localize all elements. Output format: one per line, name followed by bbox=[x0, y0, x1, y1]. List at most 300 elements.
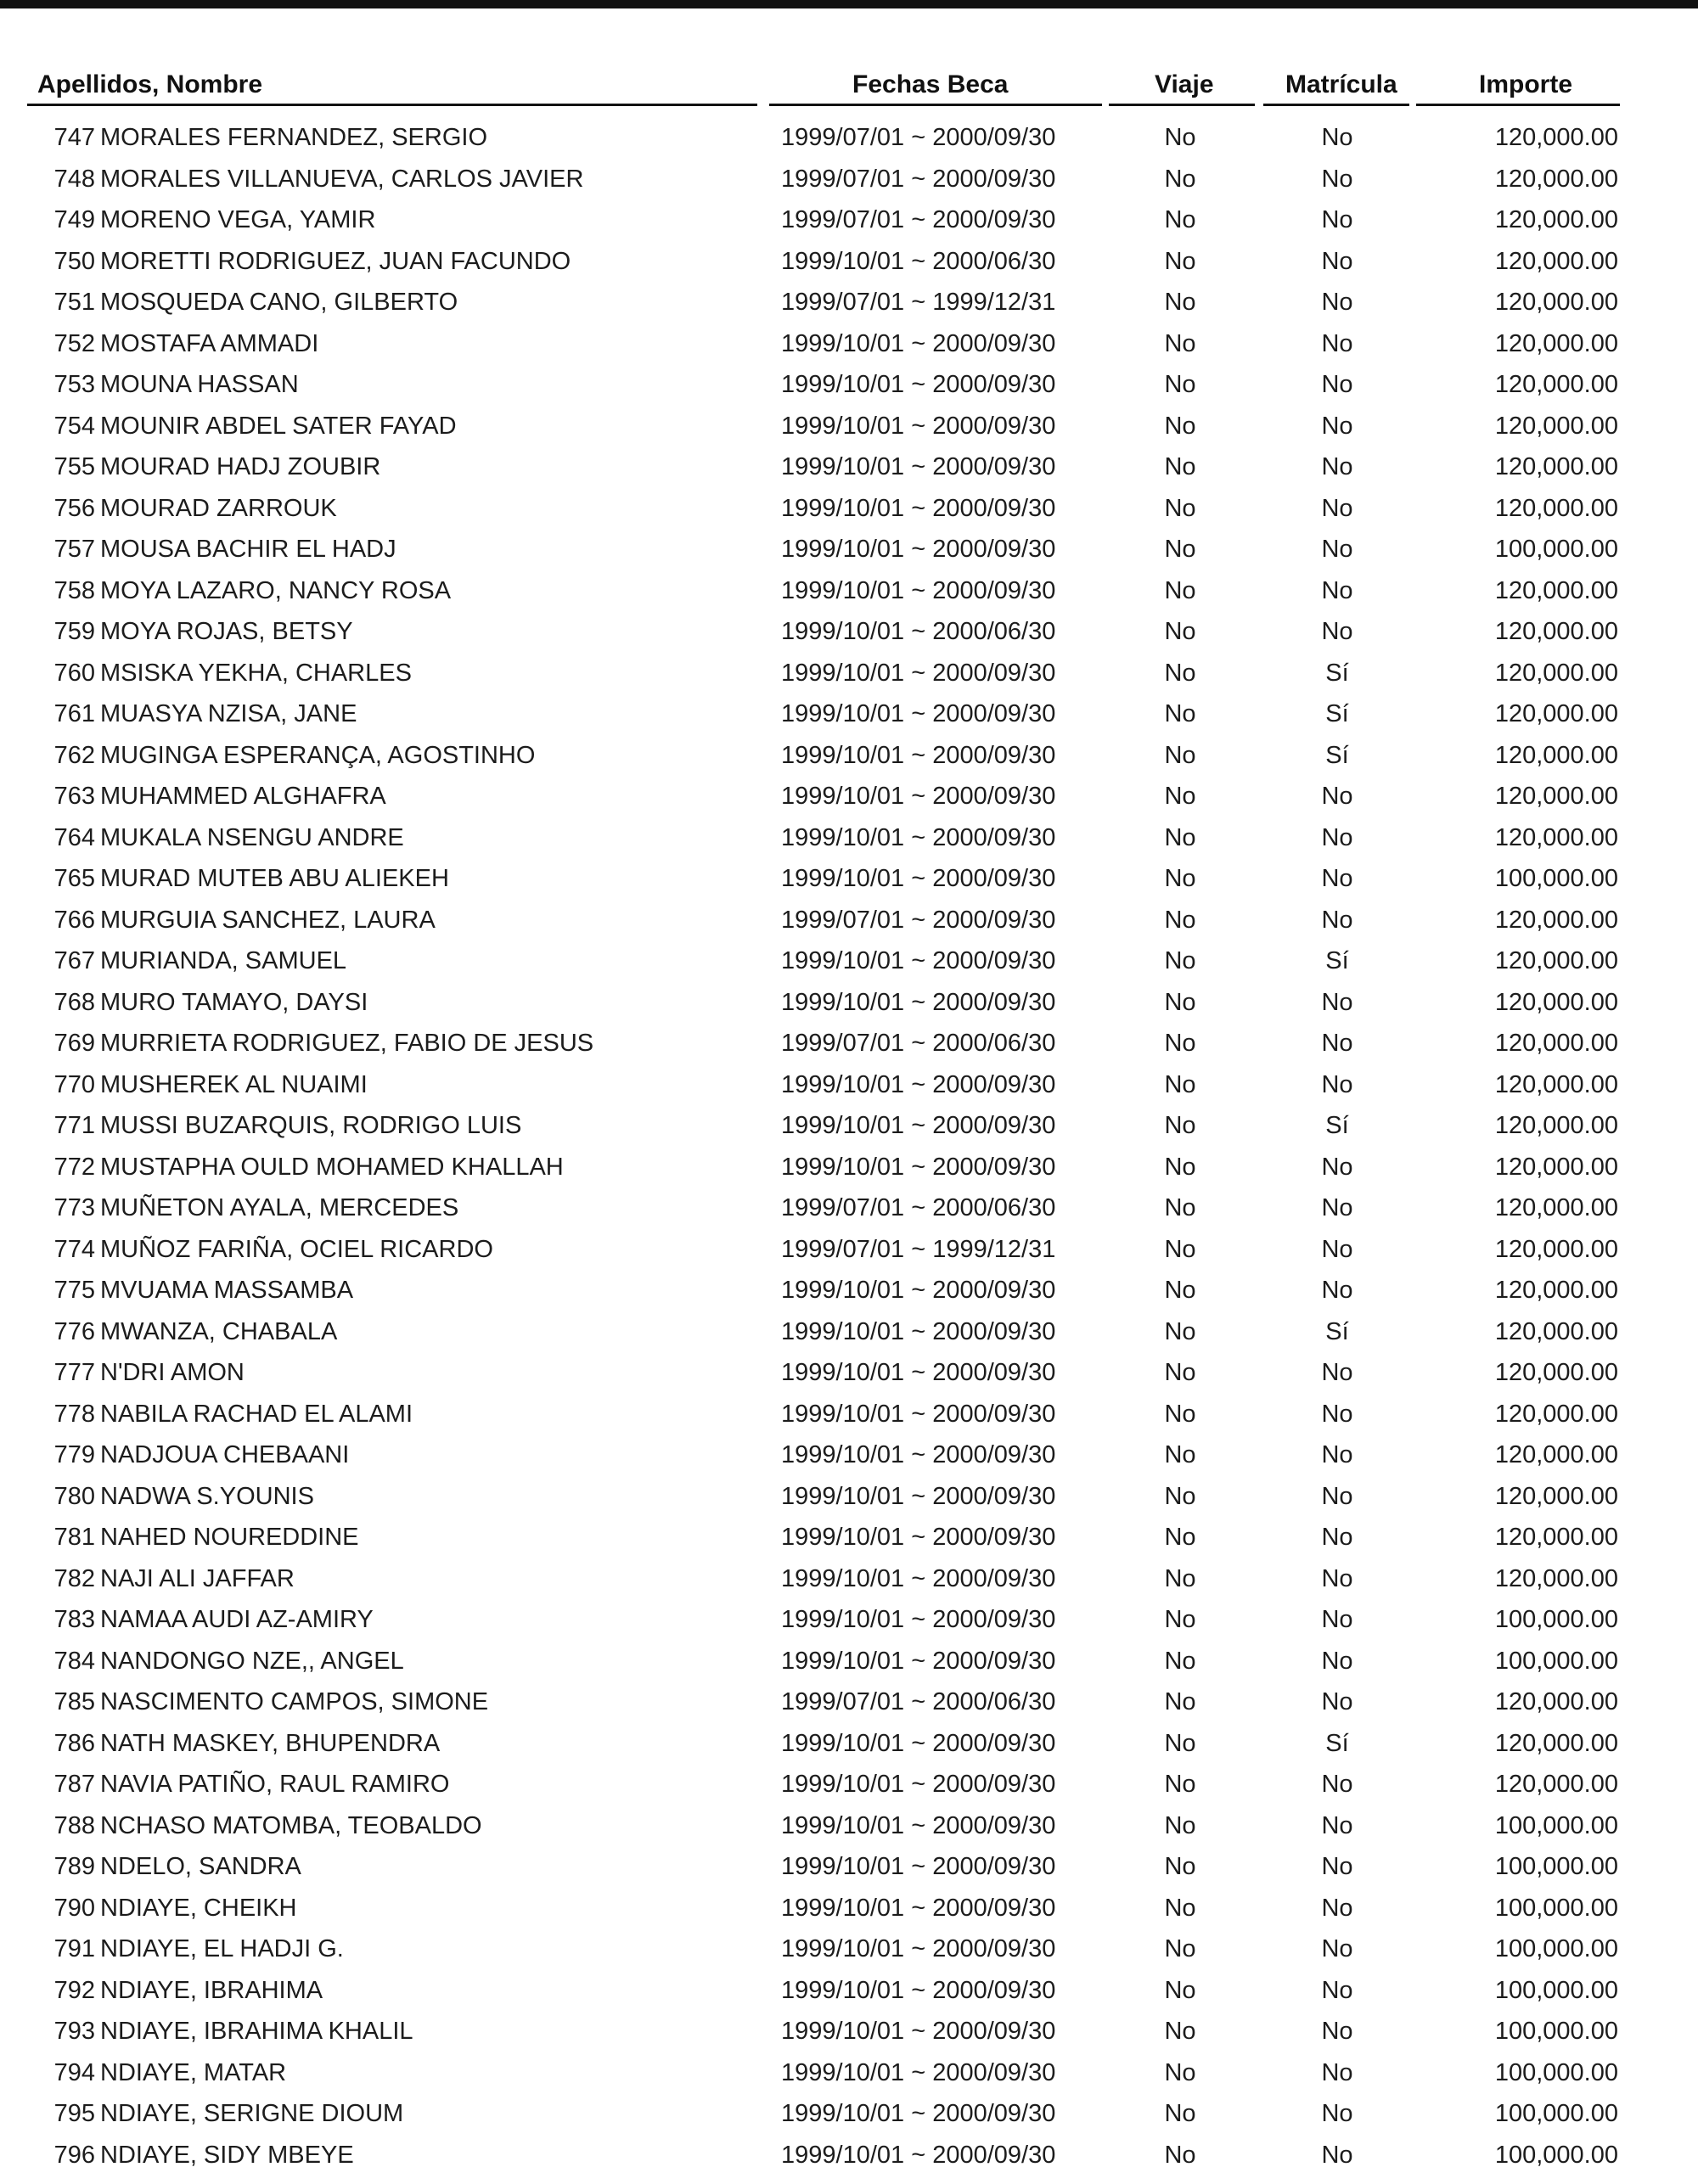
row-dates: 1999/10/01 ~ 2000/09/30 bbox=[781, 823, 1056, 851]
table-row bbox=[0, 940, 1698, 982]
header-underline-dates bbox=[769, 104, 1102, 106]
row-matricula: No bbox=[1321, 783, 1353, 810]
row-name: MOUNA HASSAN bbox=[100, 371, 299, 398]
row-matricula: No bbox=[1321, 988, 1353, 1016]
row-dates: 1999/10/01 ~ 2000/09/30 bbox=[781, 1606, 1056, 1633]
row-name: NDIAYE, EL HADJI G. bbox=[100, 1935, 344, 1962]
row-importe: 100,000.00 bbox=[1494, 2018, 1618, 2045]
table-row bbox=[0, 776, 1698, 817]
row-matricula: No bbox=[1321, 2141, 1353, 2169]
row-matricula: No bbox=[1321, 1976, 1353, 2004]
row-number: 787 bbox=[53, 1771, 95, 1798]
row-matricula: No bbox=[1321, 1153, 1353, 1181]
row-number: 786 bbox=[53, 1729, 95, 1757]
row-name: NDIAYE, CHEIKH bbox=[100, 1894, 297, 1922]
row-dates: 1999/10/01 ~ 2000/09/30 bbox=[781, 1482, 1056, 1510]
header-viaje: Viaje bbox=[1155, 70, 1214, 98]
row-viaje: No bbox=[1164, 783, 1196, 810]
row-matricula: No bbox=[1321, 618, 1353, 645]
row-name: NCHASO MATOMBA, TEOBALDO bbox=[100, 1811, 482, 1839]
row-number: 789 bbox=[53, 1853, 95, 1880]
row-matricula: Sí bbox=[1325, 741, 1349, 769]
table-row bbox=[0, 529, 1698, 570]
row-matricula: No bbox=[1321, 2058, 1353, 2086]
row-matricula: No bbox=[1321, 1030, 1353, 1057]
row-matricula: No bbox=[1321, 865, 1353, 892]
row-number: 760 bbox=[53, 659, 95, 687]
table-row bbox=[0, 1394, 1698, 1435]
row-viaje: No bbox=[1164, 494, 1196, 522]
row-importe: 100,000.00 bbox=[1494, 1647, 1618, 1675]
row-importe: 120,000.00 bbox=[1494, 783, 1618, 810]
row-importe: 120,000.00 bbox=[1494, 1564, 1618, 1592]
row-number: 755 bbox=[53, 453, 95, 480]
row-viaje: No bbox=[1164, 1894, 1196, 1922]
row-dates: 1999/07/01 ~ 2000/06/30 bbox=[781, 1688, 1056, 1715]
row-name: NANDONGO NZE,, ANGEL bbox=[100, 1647, 404, 1675]
row-matricula: No bbox=[1321, 453, 1353, 480]
row-name: NAHED NOUREDDINE bbox=[100, 1524, 359, 1551]
row-importe: 100,000.00 bbox=[1494, 1935, 1618, 1962]
row-importe: 120,000.00 bbox=[1494, 1277, 1618, 1304]
row-number: 779 bbox=[53, 1441, 95, 1468]
row-name: MURO TAMAYO, DAYSI bbox=[100, 988, 368, 1016]
row-number: 756 bbox=[53, 494, 95, 522]
row-matricula: No bbox=[1321, 289, 1353, 316]
row-matricula: Sí bbox=[1325, 659, 1349, 687]
row-importe: 120,000.00 bbox=[1494, 453, 1618, 480]
row-number: 765 bbox=[53, 865, 95, 892]
row-number: 795 bbox=[53, 2100, 95, 2127]
row-importe: 120,000.00 bbox=[1494, 1317, 1618, 1345]
table-row bbox=[0, 1064, 1698, 1106]
row-matricula: No bbox=[1321, 1853, 1353, 1880]
row-number: 754 bbox=[53, 412, 95, 440]
row-importe: 120,000.00 bbox=[1494, 947, 1618, 974]
row-name: MUASYA NZISA, JANE bbox=[100, 700, 357, 727]
row-viaje: No bbox=[1164, 823, 1196, 851]
row-name: MUKALA NSENGU ANDRE bbox=[100, 823, 404, 851]
row-dates: 1999/07/01 ~ 1999/12/31 bbox=[781, 289, 1056, 316]
table-row bbox=[0, 282, 1698, 323]
row-number: 757 bbox=[53, 536, 95, 563]
row-viaje: No bbox=[1164, 2100, 1196, 2127]
header-underline-name bbox=[27, 104, 757, 106]
row-number: 750 bbox=[53, 247, 95, 275]
table-row bbox=[0, 817, 1698, 859]
row-dates: 1999/10/01 ~ 2000/09/30 bbox=[781, 1317, 1056, 1345]
row-name: MORENO VEGA, YAMIR bbox=[100, 206, 376, 233]
row-dates: 1999/10/01 ~ 2000/09/30 bbox=[781, 1441, 1056, 1468]
row-number: 748 bbox=[53, 165, 95, 193]
row-viaje: No bbox=[1164, 1070, 1196, 1098]
row-name: NABILA RACHAD EL ALAMI bbox=[100, 1400, 413, 1428]
row-name: MUSHEREK AL NUAIMI bbox=[100, 1070, 368, 1098]
table-row bbox=[0, 2135, 1698, 2176]
row-viaje: No bbox=[1164, 206, 1196, 233]
row-dates: 1999/07/01 ~ 2000/06/30 bbox=[781, 1030, 1056, 1057]
row-number: 773 bbox=[53, 1194, 95, 1221]
row-viaje: No bbox=[1164, 412, 1196, 440]
row-matricula: No bbox=[1321, 536, 1353, 563]
row-dates: 1999/10/01 ~ 2000/09/30 bbox=[781, 1153, 1056, 1181]
table-row bbox=[0, 1434, 1698, 1476]
row-number: 769 bbox=[53, 1030, 95, 1057]
row-dates: 1999/10/01 ~ 2000/09/30 bbox=[781, 1359, 1056, 1386]
row-matricula: No bbox=[1321, 247, 1353, 275]
row-name: NDIAYE, MATAR bbox=[100, 2058, 287, 2086]
row-viaje: No bbox=[1164, 1976, 1196, 2004]
row-name: MOYA LAZARO, NANCY ROSA bbox=[100, 576, 452, 604]
table-row bbox=[0, 1229, 1698, 1271]
table-row bbox=[0, 1929, 1698, 1970]
header-name: Apellidos, Nombre bbox=[37, 70, 263, 98]
row-name: NDIAYE, SERIGNE DIOUM bbox=[100, 2100, 404, 2127]
table-row bbox=[0, 1682, 1698, 1723]
row-number: 788 bbox=[53, 1811, 95, 1839]
row-viaje: No bbox=[1164, 1606, 1196, 1633]
row-viaje: No bbox=[1164, 1317, 1196, 1345]
row-number: 774 bbox=[53, 1235, 95, 1263]
row-importe: 120,000.00 bbox=[1494, 1482, 1618, 1510]
row-dates: 1999/10/01 ~ 2000/09/30 bbox=[781, 1112, 1056, 1139]
row-importe: 120,000.00 bbox=[1494, 988, 1618, 1016]
row-viaje: No bbox=[1164, 576, 1196, 604]
row-matricula: No bbox=[1321, 1441, 1353, 1468]
table-row bbox=[0, 2011, 1698, 2052]
row-viaje: No bbox=[1164, 1564, 1196, 1592]
table-row bbox=[0, 1105, 1698, 1147]
row-name: MUÑETON AYALA, MERCEDES bbox=[100, 1194, 459, 1221]
row-name: MURIANDA, SAMUEL bbox=[100, 947, 347, 974]
row-viaje: No bbox=[1164, 1482, 1196, 1510]
row-importe: 120,000.00 bbox=[1494, 1771, 1618, 1798]
row-viaje: No bbox=[1164, 247, 1196, 275]
row-importe: 120,000.00 bbox=[1494, 618, 1618, 645]
row-name: MWANZA, CHABALA bbox=[100, 1317, 338, 1345]
header-underline-matricula bbox=[1263, 104, 1409, 106]
row-matricula: No bbox=[1321, 1524, 1353, 1551]
row-matricula: No bbox=[1321, 2018, 1353, 2045]
row-importe: 120,000.00 bbox=[1494, 1400, 1618, 1428]
row-name: NASCIMENTO CAMPOS, SIMONE bbox=[100, 1688, 489, 1715]
row-number: 758 bbox=[53, 576, 95, 604]
row-number: 766 bbox=[53, 906, 95, 934]
row-viaje: No bbox=[1164, 2141, 1196, 2169]
row-name: NATH MASKEY, BHUPENDRA bbox=[100, 1729, 441, 1757]
row-dates: 1999/07/01 ~ 2000/09/30 bbox=[781, 906, 1056, 934]
row-dates: 1999/10/01 ~ 2000/09/30 bbox=[781, 865, 1056, 892]
row-importe: 120,000.00 bbox=[1494, 700, 1618, 727]
row-matricula: No bbox=[1321, 1482, 1353, 1510]
header-importe: Importe bbox=[1479, 70, 1573, 98]
row-importe: 100,000.00 bbox=[1494, 865, 1618, 892]
row-number: 780 bbox=[53, 1482, 95, 1510]
row-dates: 1999/07/01 ~ 2000/09/30 bbox=[781, 206, 1056, 233]
row-name: MOSQUEDA CANO, GILBERTO bbox=[100, 289, 458, 316]
row-number: 749 bbox=[53, 206, 95, 233]
row-viaje: No bbox=[1164, 865, 1196, 892]
row-importe: 120,000.00 bbox=[1494, 1112, 1618, 1139]
row-viaje: No bbox=[1164, 2018, 1196, 2045]
row-viaje: No bbox=[1164, 371, 1196, 398]
table-row bbox=[0, 1599, 1698, 1641]
table-row bbox=[0, 1805, 1698, 1847]
row-matricula: No bbox=[1321, 1771, 1353, 1798]
row-importe: 120,000.00 bbox=[1494, 206, 1618, 233]
row-dates: 1999/10/01 ~ 2000/09/30 bbox=[781, 1524, 1056, 1551]
table-row bbox=[0, 900, 1698, 941]
row-viaje: No bbox=[1164, 1030, 1196, 1057]
row-dates: 1999/10/01 ~ 2000/09/30 bbox=[781, 1729, 1056, 1757]
row-dates: 1999/10/01 ~ 2000/09/30 bbox=[781, 1277, 1056, 1304]
row-importe: 120,000.00 bbox=[1494, 1359, 1618, 1386]
row-name: MOSTAFA AMMADI bbox=[100, 329, 319, 357]
row-dates: 1999/10/01 ~ 2000/09/30 bbox=[781, 2018, 1056, 2045]
table-row bbox=[0, 1846, 1698, 1888]
row-number: 767 bbox=[53, 947, 95, 974]
row-importe: 100,000.00 bbox=[1494, 2141, 1618, 2169]
table-row bbox=[0, 1517, 1698, 1558]
row-importe: 120,000.00 bbox=[1494, 576, 1618, 604]
row-matricula: Sí bbox=[1325, 1112, 1349, 1139]
row-matricula: No bbox=[1321, 124, 1353, 151]
row-importe: 120,000.00 bbox=[1494, 1235, 1618, 1263]
row-number: 777 bbox=[53, 1359, 95, 1386]
row-name: NDIAYE, IBRAHIMA KHALIL bbox=[100, 2018, 413, 2045]
row-viaje: No bbox=[1164, 1524, 1196, 1551]
row-number: 768 bbox=[53, 988, 95, 1016]
row-dates: 1999/10/01 ~ 2000/09/30 bbox=[781, 453, 1056, 480]
table-row bbox=[0, 1023, 1698, 1064]
row-importe: 100,000.00 bbox=[1494, 1976, 1618, 2004]
table-row bbox=[0, 2052, 1698, 2094]
row-viaje: No bbox=[1164, 2058, 1196, 2086]
table-row bbox=[0, 1723, 1698, 1765]
table-row bbox=[0, 241, 1698, 283]
row-number: 747 bbox=[53, 124, 95, 151]
row-number: 775 bbox=[53, 1277, 95, 1304]
row-name: MSISKA YEKHA, CHARLES bbox=[100, 659, 412, 687]
row-dates: 1999/10/01 ~ 2000/06/30 bbox=[781, 618, 1056, 645]
row-dates: 1999/10/01 ~ 2000/09/30 bbox=[781, 2141, 1056, 2169]
row-number: 772 bbox=[53, 1153, 95, 1181]
row-importe: 120,000.00 bbox=[1494, 741, 1618, 769]
row-number: 782 bbox=[53, 1564, 95, 1592]
row-matricula: No bbox=[1321, 1647, 1353, 1675]
row-dates: 1999/10/01 ~ 2000/09/30 bbox=[781, 1935, 1056, 1962]
row-matricula: No bbox=[1321, 1811, 1353, 1839]
row-viaje: No bbox=[1164, 453, 1196, 480]
row-importe: 120,000.00 bbox=[1494, 247, 1618, 275]
row-name: MOYA ROJAS, BETSY bbox=[100, 618, 353, 645]
row-viaje: No bbox=[1164, 1441, 1196, 1468]
row-dates: 1999/10/01 ~ 2000/09/30 bbox=[781, 783, 1056, 810]
row-importe: 120,000.00 bbox=[1494, 371, 1618, 398]
row-matricula: Sí bbox=[1325, 1729, 1349, 1757]
row-importe: 100,000.00 bbox=[1494, 1853, 1618, 1880]
row-viaje: No bbox=[1164, 1688, 1196, 1715]
table-row bbox=[0, 1888, 1698, 1929]
table-row bbox=[0, 1147, 1698, 1188]
row-number: 783 bbox=[53, 1606, 95, 1633]
row-name: NDIAYE, SIDY MBEYE bbox=[100, 2141, 354, 2169]
row-matricula: No bbox=[1321, 1194, 1353, 1221]
row-viaje: No bbox=[1164, 1153, 1196, 1181]
row-viaje: No bbox=[1164, 329, 1196, 357]
row-viaje: No bbox=[1164, 1400, 1196, 1428]
row-number: 753 bbox=[53, 371, 95, 398]
row-importe: 120,000.00 bbox=[1494, 1524, 1618, 1551]
row-matricula: No bbox=[1321, 1564, 1353, 1592]
row-dates: 1999/10/01 ~ 2000/09/30 bbox=[781, 659, 1056, 687]
table-row bbox=[0, 1970, 1698, 2012]
row-number: 759 bbox=[53, 618, 95, 645]
row-dates: 1999/10/01 ~ 2000/09/30 bbox=[781, 2058, 1056, 2086]
row-matricula: No bbox=[1321, 412, 1353, 440]
row-viaje: No bbox=[1164, 1935, 1196, 1962]
row-importe: 120,000.00 bbox=[1494, 1070, 1618, 1098]
row-viaje: No bbox=[1164, 536, 1196, 563]
row-dates: 1999/10/01 ~ 2000/06/30 bbox=[781, 247, 1056, 275]
row-name: MOUSA BACHIR EL HADJ bbox=[100, 536, 396, 563]
row-viaje: No bbox=[1164, 1729, 1196, 1757]
table-row bbox=[0, 735, 1698, 777]
row-number: 752 bbox=[53, 329, 95, 357]
row-importe: 100,000.00 bbox=[1494, 536, 1618, 563]
row-viaje: No bbox=[1164, 988, 1196, 1016]
row-matricula: No bbox=[1321, 1606, 1353, 1633]
row-dates: 1999/10/01 ~ 2000/09/30 bbox=[781, 1564, 1056, 1592]
header-dates: Fechas Beca bbox=[852, 70, 1009, 98]
row-matricula: No bbox=[1321, 1935, 1353, 1962]
row-name: MUGINGA ESPERANÇA, AGOSTINHO bbox=[100, 741, 536, 769]
row-dates: 1999/10/01 ~ 2000/09/30 bbox=[781, 576, 1056, 604]
row-viaje: No bbox=[1164, 289, 1196, 316]
row-number: 763 bbox=[53, 783, 95, 810]
row-dates: 1999/10/01 ~ 2000/09/30 bbox=[781, 700, 1056, 727]
row-dates: 1999/10/01 ~ 2000/09/30 bbox=[781, 1976, 1056, 2004]
row-matricula: No bbox=[1321, 1277, 1353, 1304]
header-underline-importe bbox=[1416, 104, 1620, 106]
row-number: 771 bbox=[53, 1112, 95, 1139]
row-dates: 1999/10/01 ~ 2000/09/30 bbox=[781, 329, 1056, 357]
row-matricula: No bbox=[1321, 823, 1353, 851]
row-name: MORETTI RODRIGUEZ, JUAN FACUNDO bbox=[100, 247, 571, 275]
row-name: MUSTAPHA OULD MOHAMED KHALLAH bbox=[100, 1153, 564, 1181]
row-matricula: No bbox=[1321, 2100, 1353, 2127]
row-viaje: No bbox=[1164, 1359, 1196, 1386]
row-importe: 120,000.00 bbox=[1494, 165, 1618, 193]
table-row bbox=[0, 693, 1698, 735]
table-row bbox=[0, 406, 1698, 447]
row-matricula: No bbox=[1321, 906, 1353, 934]
row-importe: 120,000.00 bbox=[1494, 289, 1618, 316]
row-viaje: No bbox=[1164, 618, 1196, 645]
row-name: MORALES FERNANDEZ, SERGIO bbox=[100, 124, 488, 151]
table-row bbox=[0, 323, 1698, 365]
table-row bbox=[0, 159, 1698, 200]
row-importe: 120,000.00 bbox=[1494, 412, 1618, 440]
row-dates: 1999/10/01 ~ 2000/09/30 bbox=[781, 412, 1056, 440]
row-dates: 1999/10/01 ~ 2000/09/30 bbox=[781, 1771, 1056, 1798]
row-importe: 120,000.00 bbox=[1494, 329, 1618, 357]
table-row bbox=[0, 1311, 1698, 1353]
row-name: NDELO, SANDRA bbox=[100, 1853, 301, 1880]
row-number: 785 bbox=[53, 1688, 95, 1715]
row-number: 791 bbox=[53, 1935, 95, 1962]
row-importe: 120,000.00 bbox=[1494, 1441, 1618, 1468]
row-number: 761 bbox=[53, 700, 95, 727]
row-matricula: No bbox=[1321, 371, 1353, 398]
row-number: 764 bbox=[53, 823, 95, 851]
row-number: 793 bbox=[53, 2018, 95, 2045]
row-name: MUÑOZ FARIÑA, OCIEL RICARDO bbox=[100, 1235, 493, 1263]
row-name: N'DRI AMON bbox=[100, 1359, 245, 1386]
table-row bbox=[0, 1187, 1698, 1229]
row-importe: 120,000.00 bbox=[1494, 823, 1618, 851]
row-dates: 1999/10/01 ~ 2000/09/30 bbox=[781, 988, 1056, 1016]
row-importe: 120,000.00 bbox=[1494, 659, 1618, 687]
row-number: 784 bbox=[53, 1647, 95, 1675]
table-row bbox=[0, 1641, 1698, 1682]
header-underline-viaje bbox=[1109, 104, 1255, 106]
row-viaje: No bbox=[1164, 1647, 1196, 1675]
table-row bbox=[0, 1270, 1698, 1311]
row-viaje: No bbox=[1164, 1277, 1196, 1304]
row-dates: 1999/10/01 ~ 2000/09/30 bbox=[781, 1070, 1056, 1098]
row-matricula: No bbox=[1321, 1070, 1353, 1098]
row-name: NADWA S.YOUNIS bbox=[100, 1482, 314, 1510]
row-name: NAMAA AUDI AZ-AMIRY bbox=[100, 1606, 374, 1633]
row-importe: 120,000.00 bbox=[1494, 1688, 1618, 1715]
row-number: 776 bbox=[53, 1317, 95, 1345]
row-dates: 1999/07/01 ~ 2000/09/30 bbox=[781, 124, 1056, 151]
row-name: NADJOUA CHEBAANI bbox=[100, 1441, 350, 1468]
row-importe: 100,000.00 bbox=[1494, 2058, 1618, 2086]
table-row bbox=[0, 488, 1698, 530]
row-matricula: No bbox=[1321, 206, 1353, 233]
row-number: 778 bbox=[53, 1400, 95, 1428]
table-row bbox=[0, 1764, 1698, 1805]
beneficiary-table bbox=[0, 117, 1698, 2176]
row-importe: 120,000.00 bbox=[1494, 906, 1618, 934]
row-viaje: No bbox=[1164, 1112, 1196, 1139]
row-number: 796 bbox=[53, 2141, 95, 2169]
table-row bbox=[0, 1352, 1698, 1394]
row-dates: 1999/07/01 ~ 2000/06/30 bbox=[781, 1194, 1056, 1221]
row-importe: 100,000.00 bbox=[1494, 1811, 1618, 1839]
row-dates: 1999/10/01 ~ 2000/09/30 bbox=[781, 371, 1056, 398]
row-importe: 100,000.00 bbox=[1494, 1894, 1618, 1922]
row-matricula: No bbox=[1321, 494, 1353, 522]
table-row bbox=[0, 1558, 1698, 1600]
table-row bbox=[0, 117, 1698, 159]
row-number: 792 bbox=[53, 1976, 95, 2004]
row-matricula: No bbox=[1321, 1688, 1353, 1715]
row-viaje: No bbox=[1164, 1811, 1196, 1839]
row-name: MORALES VILLANUEVA, CARLOS JAVIER bbox=[100, 165, 584, 193]
row-dates: 1999/10/01 ~ 2000/09/30 bbox=[781, 1811, 1056, 1839]
row-matricula: No bbox=[1321, 1359, 1353, 1386]
row-dates: 1999/07/01 ~ 2000/09/30 bbox=[781, 165, 1056, 193]
row-viaje: No bbox=[1164, 906, 1196, 934]
row-name: MUSSI BUZARQUIS, RODRIGO LUIS bbox=[100, 1112, 522, 1139]
table-row bbox=[0, 446, 1698, 488]
row-dates: 1999/10/01 ~ 2000/09/30 bbox=[781, 2100, 1056, 2127]
row-importe: 120,000.00 bbox=[1494, 1194, 1618, 1221]
row-importe: 120,000.00 bbox=[1494, 494, 1618, 522]
